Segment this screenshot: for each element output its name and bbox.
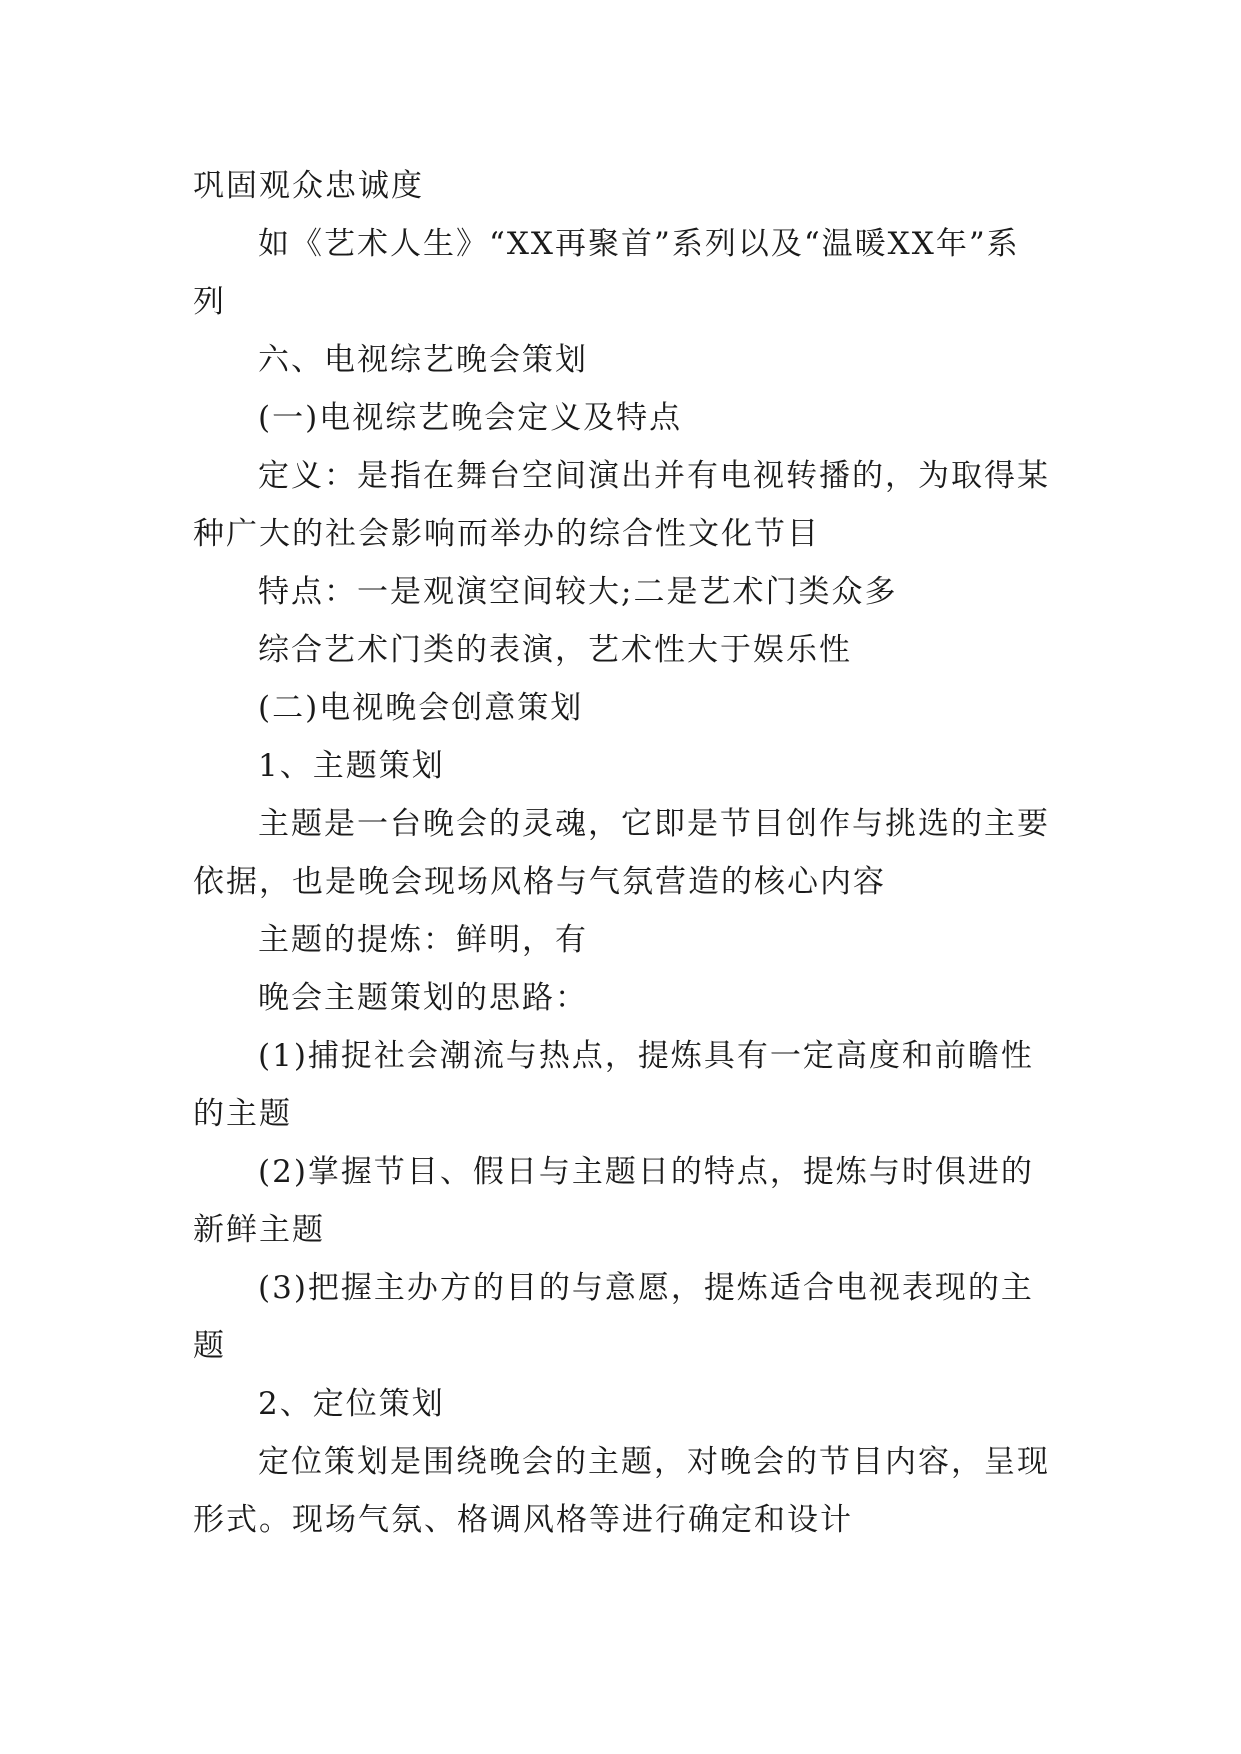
body-text-line: (3)把握主办方的目的与意愿，提炼适合电视表现的主 <box>258 1270 1034 1306</box>
body-text-line: 种广大的社会影响而举办的综合性文化节目 <box>193 516 820 552</box>
body-text-line: 形式。现场气氛、格调风格等进行确定和设计 <box>193 1502 853 1538</box>
body-text-line: 列 <box>193 284 226 320</box>
item-heading: 1、主题策划 <box>258 748 445 784</box>
body-text-line: 晚会主题策划的思路： <box>258 980 588 1016</box>
body-text-line: 综合艺术门类的表演，艺术性大于娱乐性 <box>258 632 852 668</box>
body-text-line: 主题是一台晚会的灵魂，它即是节目创作与挑选的主要 <box>258 806 1050 842</box>
body-text-line: 如《艺术人生》“XX再聚首”系列以及“温暖XX年”系 <box>258 226 1020 262</box>
body-text-line: 定义：是指在舞台空间演出并有电视转播的，为取得某 <box>258 458 1050 494</box>
body-text-line: (1)捕捉社会潮流与热点，提炼具有一定高度和前瞻性 <box>258 1038 1034 1074</box>
body-text-line: (2)掌握节目、假日与主题日的特点，提炼与时俱进的 <box>258 1154 1034 1190</box>
body-text-line: 依据，也是晚会现场风格与气氛营造的核心内容 <box>193 864 886 900</box>
section-heading: 六、电视综艺晚会策划 <box>258 342 588 378</box>
subsection-heading: (一)电视综艺晚会定义及特点 <box>258 400 683 436</box>
body-text-line: 题 <box>193 1328 226 1364</box>
body-text-line: 定位策划是围绕晚会的主题，对晚会的节目内容，呈现 <box>258 1444 1050 1480</box>
subsection-heading: (二)电视晚会创意策划 <box>258 690 584 726</box>
body-text-line: 新鲜主题 <box>193 1212 325 1248</box>
body-text-line: 特点：一是观演空间较大;二是艺术门类众多 <box>258 574 898 610</box>
body-text-line: 主题的提炼：鲜明，有 <box>258 922 588 958</box>
body-text-line: 巩固观众忠诚度 <box>193 168 424 204</box>
item-heading: 2、定位策划 <box>258 1386 445 1422</box>
body-text-line: 的主题 <box>193 1096 292 1132</box>
